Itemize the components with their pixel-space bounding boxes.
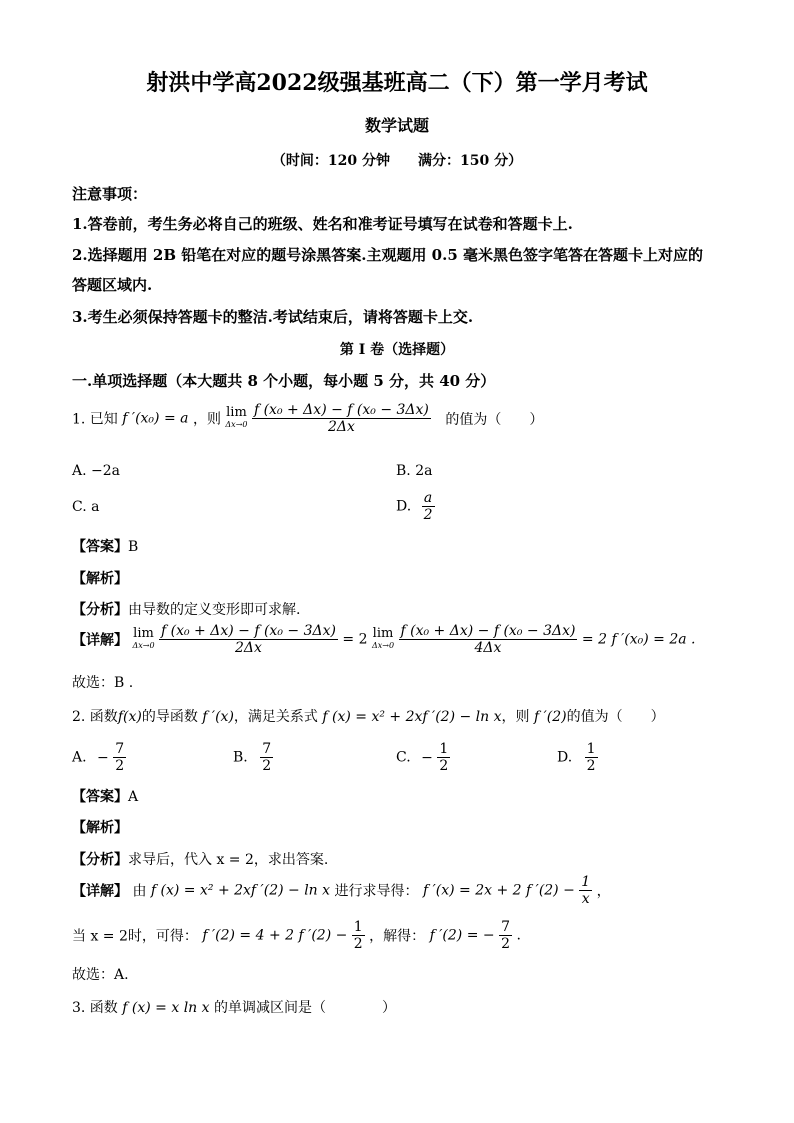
exam-title: 射洪中学高2022级强基班高二（下）第一学月考试 xyxy=(146,70,648,96)
q1-fenxi: 【分析】由导数的定义变形即可求解. xyxy=(72,602,301,618)
q2-fenxi: 【分析】求导后，代入 x = 2，求出答案. xyxy=(72,852,329,868)
section-heading: 一.单项选择题（本大题共 8 个小题，每小题 5 分，共 40 分） xyxy=(72,372,496,390)
q1-conclusion: 故选：B . xyxy=(72,675,134,691)
notice-item: 3.考生必须保持答题卡的整洁.考试结束后，请将答题卡上交. xyxy=(72,308,474,326)
notice-item: 1.答卷前，考生务必将自己的班级、姓名和准考证号填写在试卷和答题卡上. xyxy=(72,215,573,233)
q2-conclusion: 故选：A. xyxy=(72,967,129,983)
volume-heading: 第 I 卷（选择题） xyxy=(339,342,455,358)
q2-detail-line1: 【详解】 由 f (x) = x² + 2xf ′(2) − ln x 进行求导得： f ′(x) = 2x + 2 f ′(2) − $\frac{1}{x}$ ， xyxy=(72,874,611,907)
exam-subtitle: 数学试题 xyxy=(364,116,429,135)
q2-analysis-label: 【解析】 xyxy=(72,820,128,836)
notice-item: 2.选择题用 2B 铅笔在对应的题号涂黑答案.主观题用 0.5 毫米黑色签字笔答在答题卡上对应的 xyxy=(72,246,703,264)
notice-heading: 注意事项： xyxy=(72,185,148,203)
q2-option-c: C. − $\frac{1}{2}$ xyxy=(396,741,449,774)
q2-answer: 【答案】A xyxy=(72,789,139,805)
q1-option-b: B. 2a xyxy=(396,463,433,479)
q1-answer: 【答案】B xyxy=(72,539,139,555)
q1-option-c: C. a xyxy=(72,499,100,515)
notice-item: 答题区域内. xyxy=(72,276,153,294)
q2-detail-line2: 当 x = 2时，可得： f ′(2) = 4 + 2 f ′(2) − $\frac{1}{2}$ ，解得： f ′(2) = − $\frac{7}{2}$ . xyxy=(72,919,521,952)
question-1: 1. 已知 f ′(x₀) = a ，则 lim Δx→0 $\frac{\text{f (x₀ + Δx) − f (x₀ − 3Δx)}}{2\Delta x}$ 的值为（ ） xyxy=(72,402,544,435)
q2-option-a: A. − $\frac{7}{2}$ xyxy=(72,741,125,774)
q1-analysis-label: 【解析】 xyxy=(72,571,128,587)
q2-option-b: B. $\frac{7}{2}$ xyxy=(233,741,272,774)
q1-option-d: D. $\frac{a}{2}$ xyxy=(396,490,433,523)
q1-detail: 【详解】 lim Δx→0 $\frac{\text{f (x₀ + Δx) − f (x₀ − 3Δx)}}{2\Delta x}$ = 2 lim Δx→0 $\frac{\text{f (x₀ + Δx) − f (x₀ − 3Δx)}}{4\Delta x}$ = 2 f ′(x₀) = 2a . xyxy=(72,623,696,656)
q2-option-d: D. $\frac{1}{2}$ xyxy=(557,741,596,774)
q1-option-a: A. −2a xyxy=(72,463,120,479)
question-3: 3. 函数 f (x) = x ln x 的单调减区间是（ ） xyxy=(72,1000,396,1016)
question-2: 2. 函数f(x)的导函数 f ′(x)，满足关系式 f (x) = x² + 2xf ′(2) − ln x，则 f ′(2)的值为（ ） xyxy=(72,709,665,725)
time-info: （时间：120 分钟 满分：150 分） xyxy=(271,153,523,169)
